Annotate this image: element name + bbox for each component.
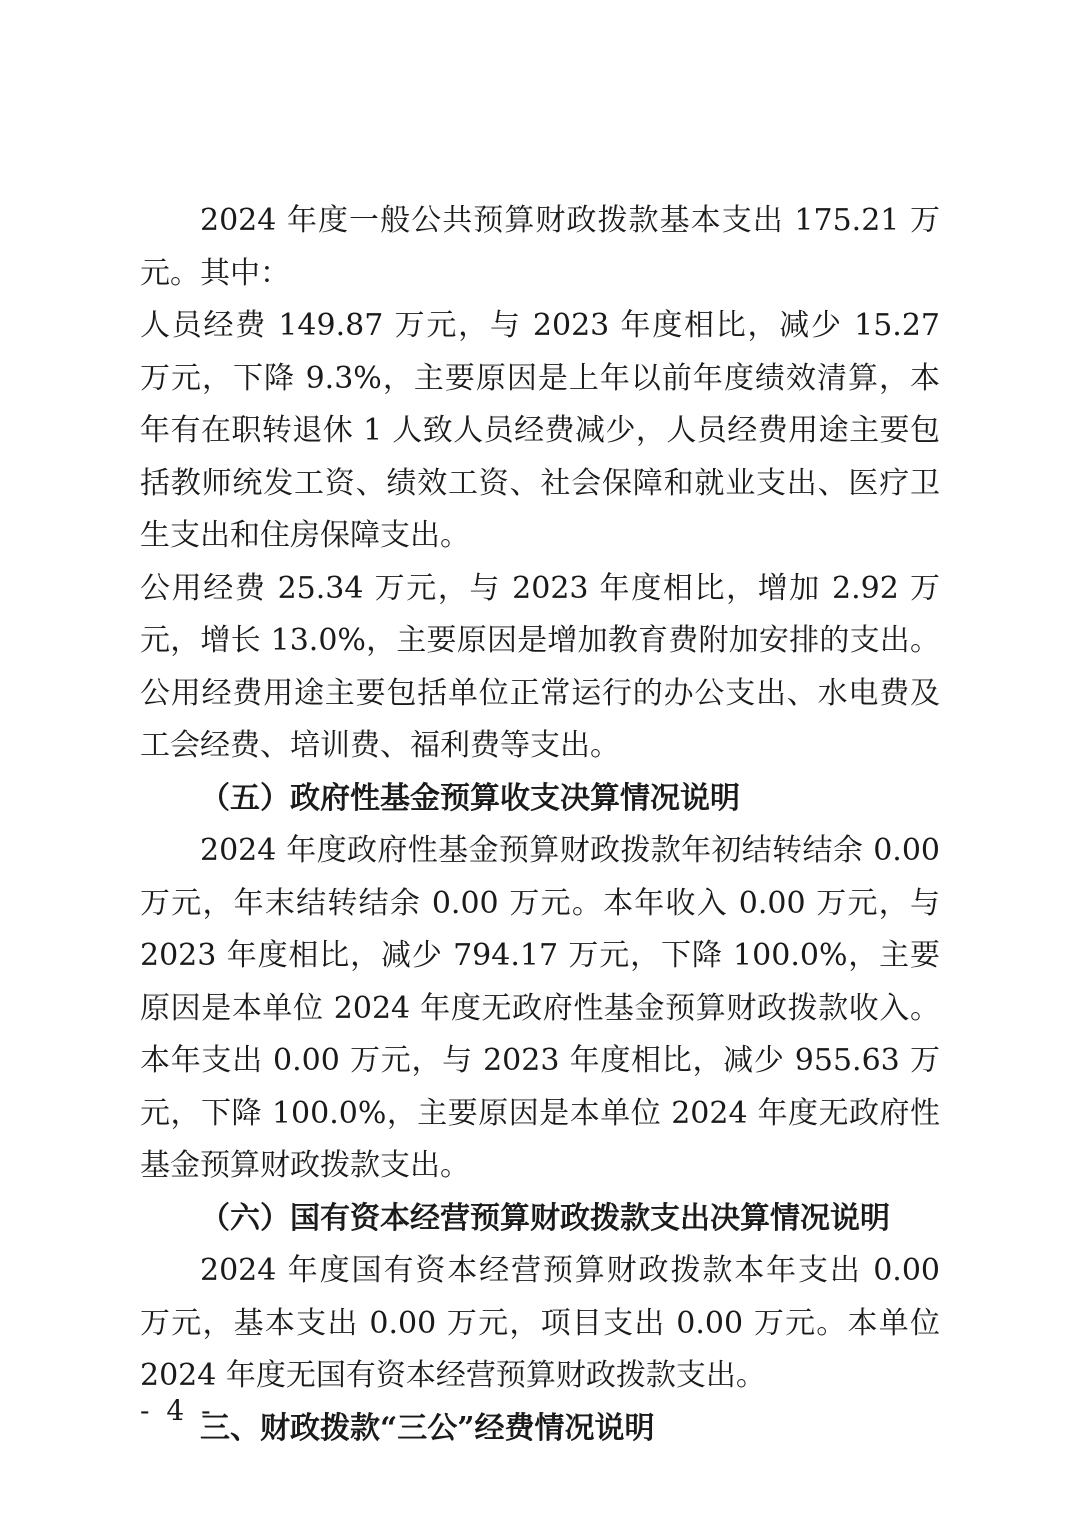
section-heading-state-capital: （六）国有资本经营预算财政拨款支出决算情况说明: [200, 1200, 890, 1236]
section-heading-government-fund: （五）政府性基金预算收支决算情况说明: [200, 780, 740, 816]
paragraph-personnel-expenses: 人员经费 149.87 万元，与 2023 年度相比，减少 15.27 万元，下降 9.3%，主要原因是上年以前年度绩效清算，本年有在职转退休 1 人致人员经费减少，人员经费用途主要包括教师统发工资、绩效工资、社会保障和就业支出、医疗卫生支出和住房保障支出。: [140, 308, 940, 553]
paragraph-basic-expenditure: 2024 年度一般公共预算财政拨款基本支出 175.21 万元。其中：: [140, 203, 940, 291]
paragraph-public-expenses: 公用经费 25.34 万元，与 2023 年度相比，增加 2.92 万元，增长 13.0%，主要原因是增加教育费附加安排的支出。公用经费用途主要包括单位正常运行的办公支出、水电费及工会经费、培训费、福利费等支出。: [140, 570, 940, 763]
document-body: [140, 195, 940, 1455]
section-heading-three-public-expenses: 三、财政拨款“三公”经费情况说明: [200, 1410, 655, 1446]
paragraph-government-fund: 2024 年度政府性基金预算财政拨款年初结转结余 0.00 万元，年末结转结余 0.00 万元。本年收入 0.00 万元，与 2023 年度相比，减少 794.17 万元，下降 100.0%，主要原因是本单位 2024 年度无政府性基金预算财政拨款收入。本年支出 0.00 万元，与 2023 年度相比，减少 955.63 万元，下降 100.0%，主要原因是本单位 2024 年度无政府性基金预算财政拨款支出。: [140, 833, 940, 1183]
paragraph-state-capital: 2024 年度国有资本经营预算财政拨款本年支出 0.00 万元，基本支出 0.00 万元，项目支出 0.00 万元。本单位 2024 年度无国有资本经营预算财政拨款支出。: [140, 1253, 940, 1393]
page-number: - 4 -: [140, 1394, 215, 1427]
